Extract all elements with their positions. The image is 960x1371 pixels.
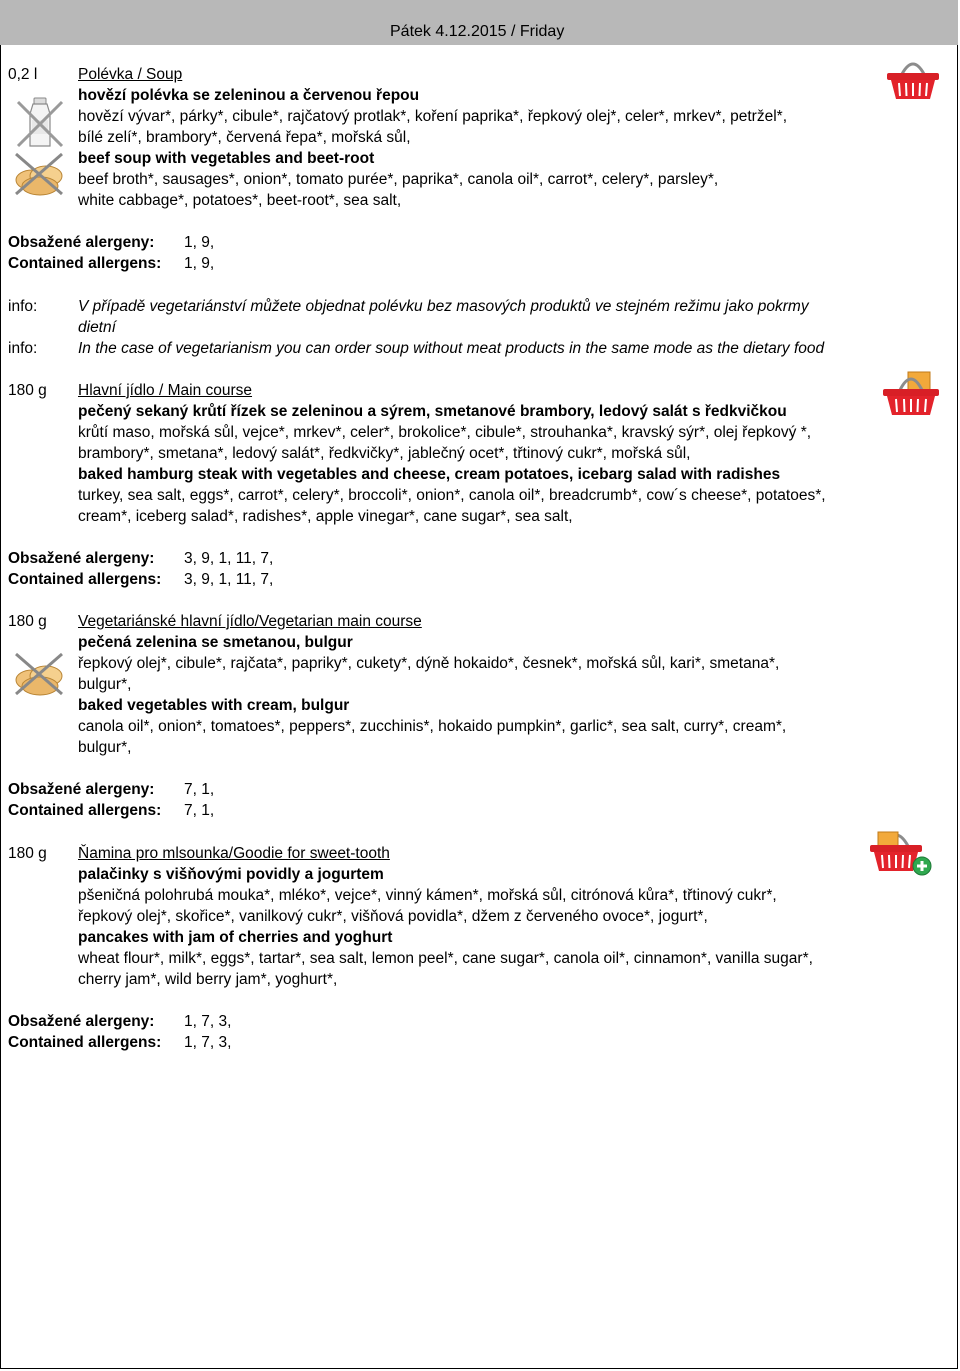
- main-name-en: baked hamburg steak with vegetables and cheese, cream potatoes, icebarg salad with radishes: [78, 466, 781, 483]
- veg-ingredients-cz-1: řepkový olej*, cibule*, rajčata*, papriky*, cukety*, dýně hokaido*, česnek*, mořská sůl, kari*, smetana*,: [78, 655, 780, 672]
- soup-ingredients-en-1: beef broth*, sausages*, onion*, tomato purée*, paprika*, canola oil*, carrot*, celery*, parsley*,: [78, 171, 719, 188]
- sweet-name-cz: palačinky s višňovými povidly a jogurtem: [78, 866, 384, 883]
- veg-portion: 180 g: [8, 613, 47, 630]
- main-ingredients-en-2: cream*, iceberg salad*, radishes*, apple vinegar*, cane sugar*, sea salt,: [78, 508, 573, 525]
- main-name-cz: pečený sekaný krůtí řízek se zeleninou a sýrem, smetanové brambory, ledový salát s ředkvičkou: [78, 403, 787, 420]
- info-label-1: info:: [8, 298, 38, 315]
- menu-date: Pátek 4.12.2015 / Friday: [390, 23, 565, 40]
- no-bread-icon: [10, 650, 68, 698]
- shopping-basket-icon[interactable]: [884, 56, 942, 102]
- soup-name-cz: hovězí polévka se zeleninou a červenou řepou: [78, 87, 420, 104]
- sweet-ingredients-cz-1: pšeničná polohrubá mouka*, mléko*, vejce*, vinný kámen*, mořská sůl, citrónová kůra*, třtinový cukr*,: [78, 887, 777, 904]
- sweet-name-en: pancakes with jam of cherries and yoghurt: [78, 929, 393, 946]
- sweet-ingredients-cz-2: řepkový olej*, skořice*, vanilkový cukr*, višňová povidla*, džem z červeného ovoce*, jogurt*,: [78, 908, 708, 925]
- soup-allergens-label-cz: Obsažené alergeny:: [8, 234, 155, 251]
- main-ingredients-cz-2: brambory*, smetana*, ledový salát*, ředkvičky*, jablečný ocet*, třtinový cukr*, mořská sůl,: [78, 445, 691, 462]
- info-label-2: info:: [8, 340, 38, 357]
- info-text-en: In the case of vegetarianism you can order soup without meat products in the same mode as the dietary food: [78, 340, 825, 357]
- veg-ingredients-en-2: bulgur*,: [78, 739, 132, 756]
- info-text-cz-2: dietní: [78, 319, 116, 336]
- sweet-portion: 180 g: [8, 845, 47, 862]
- sweet-allergens-label-cz: Obsažené alergeny:: [8, 1013, 155, 1030]
- soup-ingredients-cz-2: bílé zelí*, brambory*, červená řepa*, mořská sůl,: [78, 129, 411, 146]
- sweet-allergens-value-cz: 1, 7, 3,: [184, 1013, 232, 1030]
- main-category: Hlavní jídlo / Main course: [78, 382, 253, 399]
- veg-category: Vegetariánské hlavní jídlo/Vegetarian main course: [78, 613, 422, 630]
- veg-ingredients-en-1: canola oil*, onion*, tomatoes*, peppers*, zucchinis*, hokaido pumpkin*, garlic*, sea salt, curry*, cream*,: [78, 718, 787, 735]
- main-allergens-value-en: 3, 9, 1, 11, 7,: [184, 571, 274, 588]
- soup-allergens-value-cz: 1, 9,: [184, 234, 215, 251]
- soup-ingredients-cz-1: hovězí vývar*, párky*, cibule*, rajčatový protlak*, koření paprika*, řepkový olej*, celer*, mrkev*, petržel*,: [78, 108, 787, 125]
- sweet-allergens-label-en: Contained allergens:: [8, 1034, 162, 1051]
- sweet-allergens-value-en: 1, 7, 3,: [184, 1034, 232, 1051]
- veg-allergens-value-en: 7, 1,: [184, 802, 215, 819]
- sweet-ingredients-en-1: wheat flour*, milk*, eggs*, tartar*, sea salt, lemon peel*, cane sugar*, canola oil*, cinnamon*, vanilla sugar*,: [78, 950, 813, 967]
- veg-allergens-label-cz: Obsažené alergeny:: [8, 781, 155, 798]
- main-ingredients-cz-1: krůtí maso, mořská sůl, vejce*, mrkev*, celer*, brokolice*, cibule*, strouhanka*, kravský sýr*, olej řepkový *,: [78, 424, 812, 441]
- veg-allergens-value-cz: 7, 1,: [184, 781, 215, 798]
- veg-name-cz: pečená zelenina se smetanou, bulgur: [78, 634, 353, 651]
- soup-allergens-value-en: 1, 9,: [184, 255, 215, 272]
- sweet-ingredients-en-2: cherry jam*, wild berry jam*, yoghurt*,: [78, 971, 338, 988]
- shopping-basket-icon[interactable]: [880, 368, 942, 418]
- veg-name-en: baked vegetables with cream, bulgur: [78, 697, 350, 714]
- soup-name-en: beef soup with vegetables and beet-root: [78, 150, 375, 167]
- info-text-cz-1: V případě vegetariánství můžete objednat polévku bez masových produktů ve stejném režimu jako pokrmy: [78, 298, 809, 315]
- add-to-basket-icon[interactable]: [868, 826, 934, 878]
- main-allergens-label-cz: Obsažené alergeny:: [8, 550, 155, 567]
- soup-portion: 0,2 l: [8, 66, 38, 83]
- soup-ingredients-en-2: white cabbage*, potatoes*, beet-root*, sea salt,: [78, 192, 402, 209]
- veg-ingredients-cz-2: bulgur*,: [78, 676, 132, 693]
- main-ingredients-en-1: turkey, sea salt, eggs*, carrot*, celery*, broccoli*, onion*, canola oil*, breadcrumb*, cow´s cheese*, potatoes*,: [78, 487, 826, 504]
- no-milk-icon: [14, 96, 66, 150]
- veg-allergens-label-en: Contained allergens:: [8, 802, 162, 819]
- main-portion: 180 g: [8, 382, 47, 399]
- main-allergens-label-en: Contained allergens:: [8, 571, 162, 588]
- soup-category: Polévka / Soup: [78, 66, 183, 83]
- sweet-category: Ňamina pro mlsounka/Goodie for sweet-tooth: [78, 845, 390, 862]
- soup-allergens-label-en: Contained allergens:: [8, 255, 162, 272]
- no-bread-icon: [10, 150, 68, 198]
- main-allergens-value-cz: 3, 9, 1, 11, 7,: [184, 550, 274, 567]
